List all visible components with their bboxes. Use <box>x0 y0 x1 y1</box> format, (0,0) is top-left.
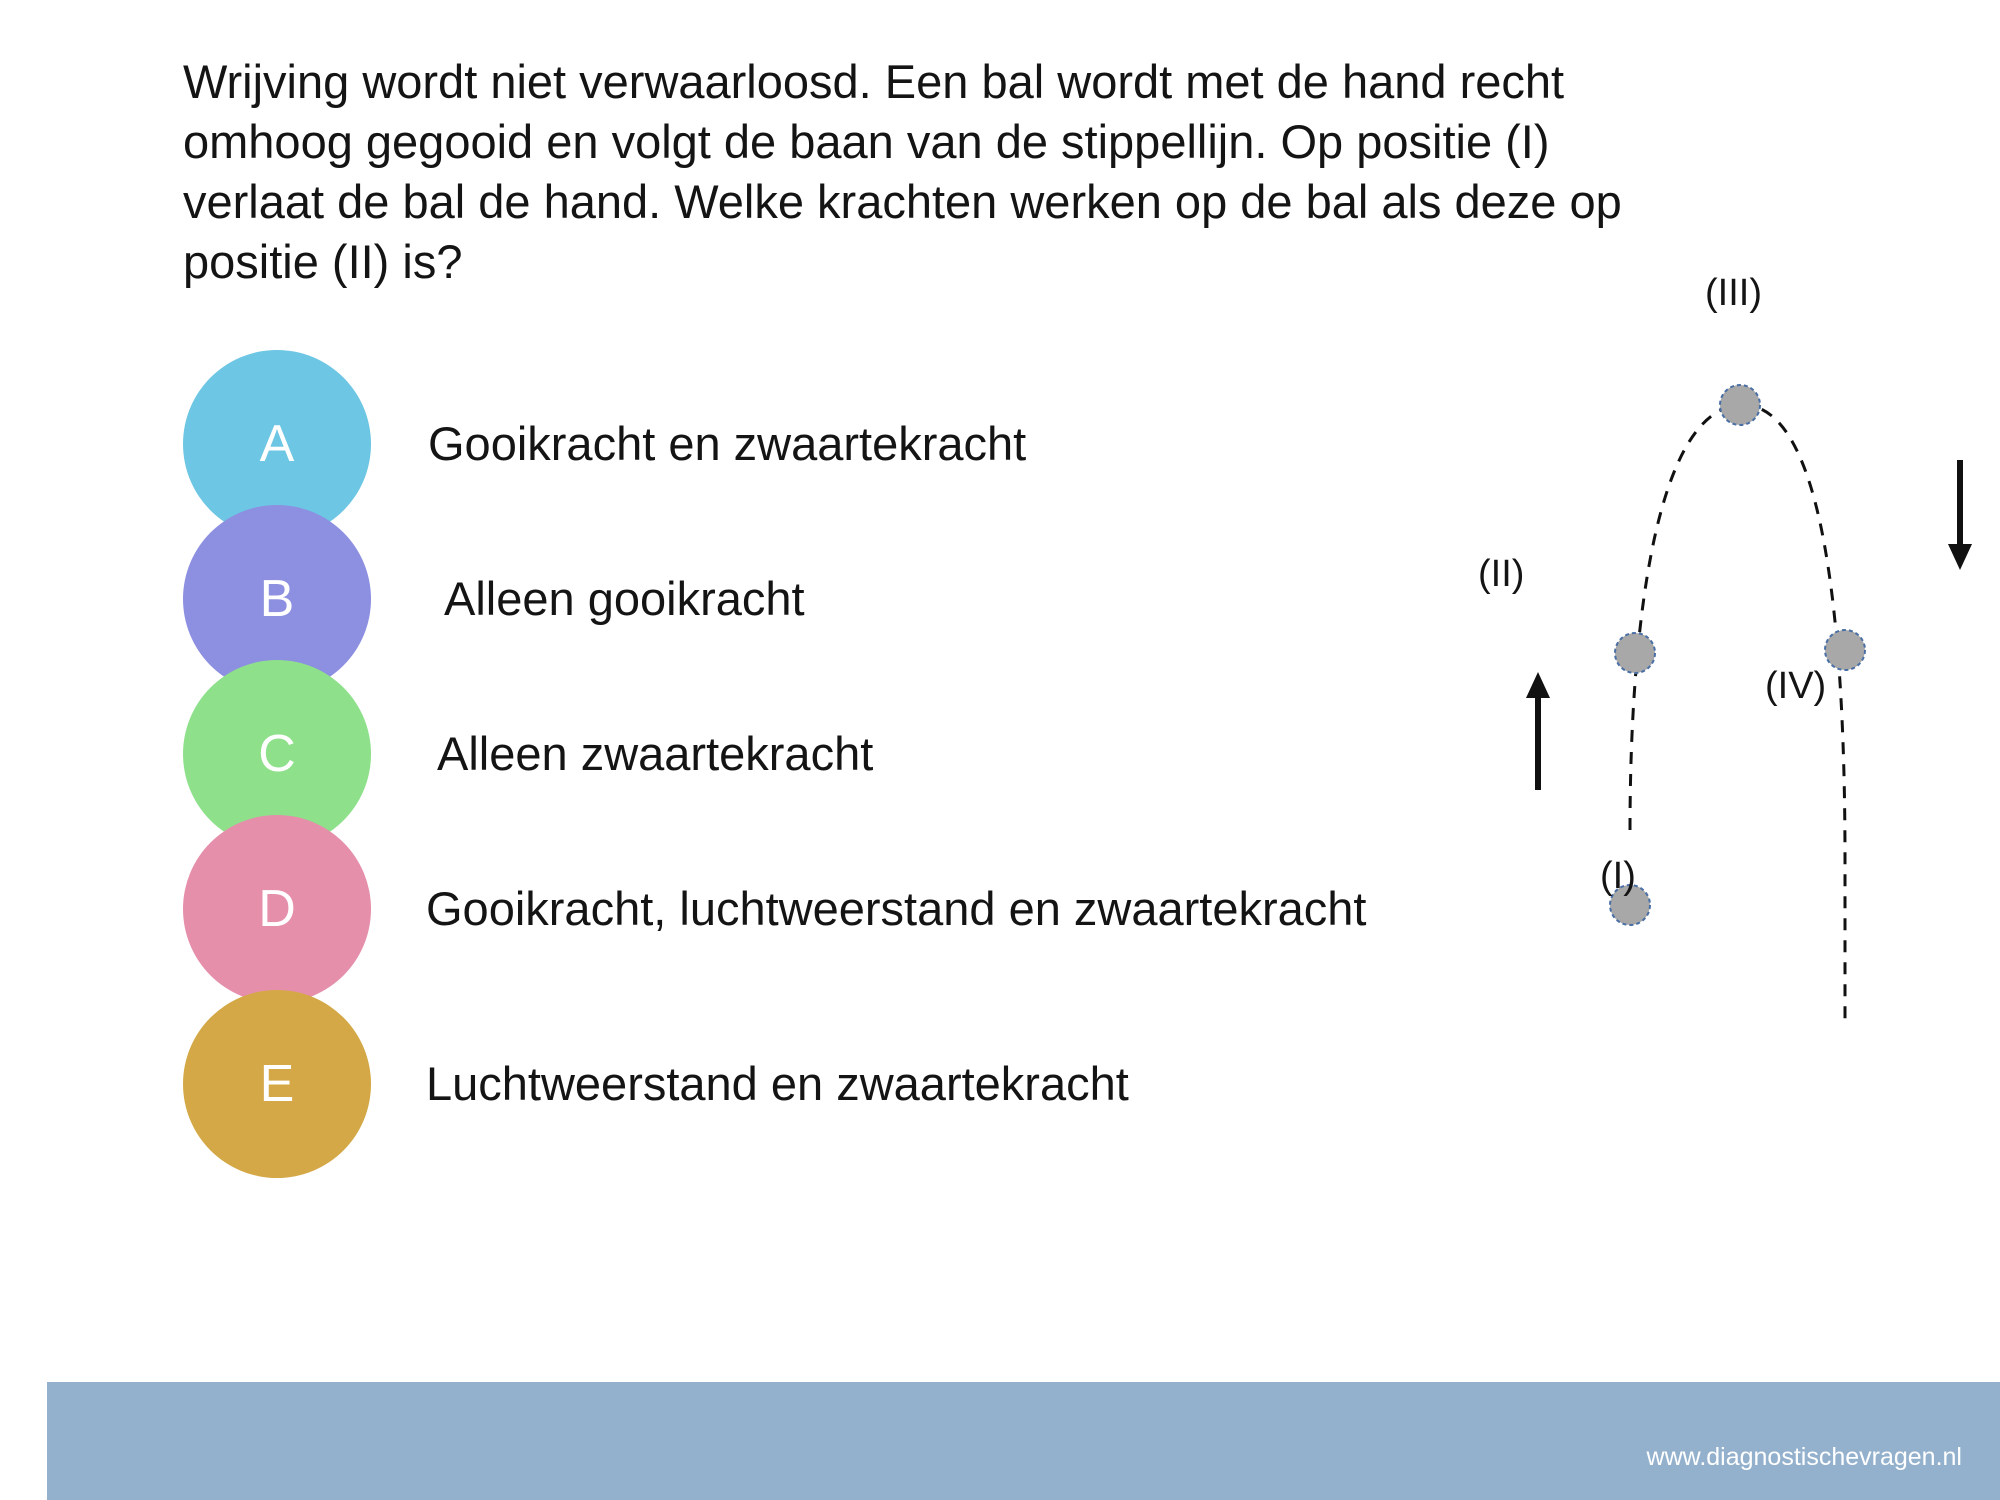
option-c-key: C <box>258 725 296 783</box>
ball-position-ii <box>1615 633 1655 673</box>
option-a-key: A <box>259 415 295 473</box>
option-e-key: E <box>259 1055 295 1113</box>
option-d-key: D <box>258 880 296 938</box>
up-arrow-icon <box>1526 672 1550 790</box>
option-b-label: Alleen gooikracht <box>444 571 805 625</box>
footer-url[interactable]: www.diagnostischevragen.nl <box>1646 1443 1962 1471</box>
trajectory-svg <box>1490 300 2000 1200</box>
question-text: Wrijving wordt niet verwaarloosd. Een bal wordt met de hand recht omhoog gegooid en volgt de baan van de stippellijn. Op positie (I) verlaat de bal de hand. Welke krachten werken op de bal als deze op positie (II) is? <box>183 55 1635 289</box>
option-e[interactable] <box>183 990 1129 1178</box>
option-d[interactable] <box>183 815 1486 1003</box>
label-position-iii: (III) <box>1705 272 1762 314</box>
option-d-label: Gooikracht, luchtweerstand en zwaartekracht <box>426 881 1367 935</box>
down-arrow-icon <box>1948 460 1972 570</box>
label-position-ii: (II) <box>1478 553 1525 595</box>
option-c-label: Alleen zwaartekracht <box>437 726 874 780</box>
option-b-key: B <box>259 570 295 628</box>
label-position-i: (I) <box>1600 855 1636 897</box>
option-d-bubble[interactable] <box>183 815 371 1003</box>
option-a-label: Gooikracht en zwaartekracht <box>428 416 1027 470</box>
option-e-bubble[interactable] <box>183 990 371 1178</box>
footer-bar <box>47 1382 2000 1500</box>
option-e-label: Luchtweerstand en zwaartekracht <box>426 1056 1129 1110</box>
trajectory-diagram <box>1478 272 2000 1200</box>
ball-position-iii <box>1720 385 1760 425</box>
label-position-iv: (IV) <box>1765 665 1827 707</box>
ball-position-iv <box>1825 630 1865 670</box>
trajectory-path <box>1630 405 1845 1020</box>
